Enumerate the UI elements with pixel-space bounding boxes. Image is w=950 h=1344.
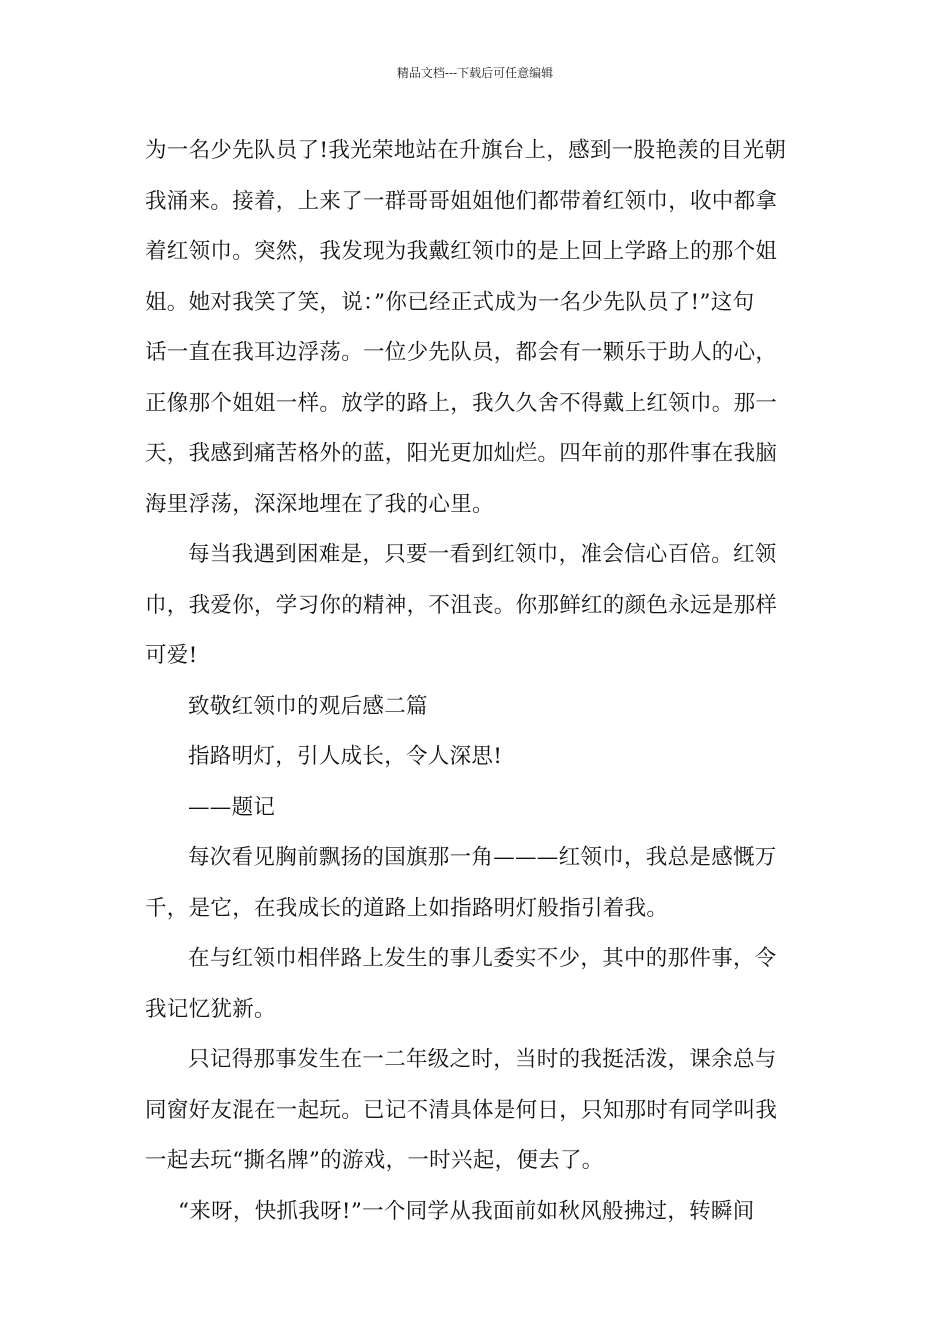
page-header: 精品文档---下载后可任意编辑	[396, 66, 554, 80]
text-line: 天，我感到痛苦格外的蓝，阳光更加灿烂。四年前的那件事在我脑	[145, 441, 778, 466]
text-line: 话一直在我耳边浮荡。一位少先队员，都会有一颗乐于助人的心，	[145, 340, 778, 365]
text-line: 海里浮荡，深深地埋在了我的心里。	[145, 491, 494, 517]
epigraph: 指路明灯，引人成长，令人深思!	[188, 744, 503, 769]
text-line: “来呀，快抓我呀!”一个同学从我面前如秋风般拂过，转瞬间	[178, 1198, 755, 1224]
text-line: 着红领巾。突然，我发现为我戴红领巾的是上回上学路上的那个姐	[145, 239, 778, 264]
text-line: 每次看见胸前飘扬的国旗那一角———红领巾，我总是感慨万	[188, 845, 777, 870]
section-title: 致敬红领巾的观后感二篇	[188, 693, 428, 719]
text-line: 我涌来。接着，上来了一群哥哥姐姐他们都带着红领巾，收中都拿	[145, 188, 778, 214]
text-line: 同窗好友混在一起玩。已记不清具体是何日，只知那时有同学叫我	[145, 1097, 778, 1123]
text-line: 为一名少先队员了!我光荣地站在升旗台上，感到一股艳羡的目光朝	[145, 138, 787, 163]
text-line: 每当我遇到困难是，只要一看到红领巾，准会信心百倍。红领	[188, 542, 777, 567]
text-line: 我记忆犹新。	[145, 996, 276, 1022]
epigraph-attribution: ——题记	[188, 794, 276, 820]
text-line: 只记得那事发生在一二年级之时，当时的我挺活泼，课余总与	[188, 1047, 777, 1072]
text-line: 一起去玩“撕名牌”的游戏，一时兴起，便去了。	[145, 1148, 604, 1173]
text-line: 在与红领巾相伴路上发生的事儿委实不少，其中的那件事，令	[188, 946, 777, 971]
text-line: 千，是它，在我成长的道路上如指路明灯般指引着我。	[145, 895, 669, 921]
text-line: 正像那个姐姐一样。放学的路上，我久久舍不得戴上红领巾。那一	[145, 390, 778, 416]
document-body	[145, 131, 807, 1242]
text-line: 巾，我爱你，学习你的精神，不沮丧。你那鲜红的颜色永远是那样	[145, 592, 778, 618]
text-line: 姐。她对我笑了笑，说：”你已经正式成为一名少先队员了!”这句	[145, 289, 755, 315]
text-line: 可爱!	[145, 643, 198, 668]
